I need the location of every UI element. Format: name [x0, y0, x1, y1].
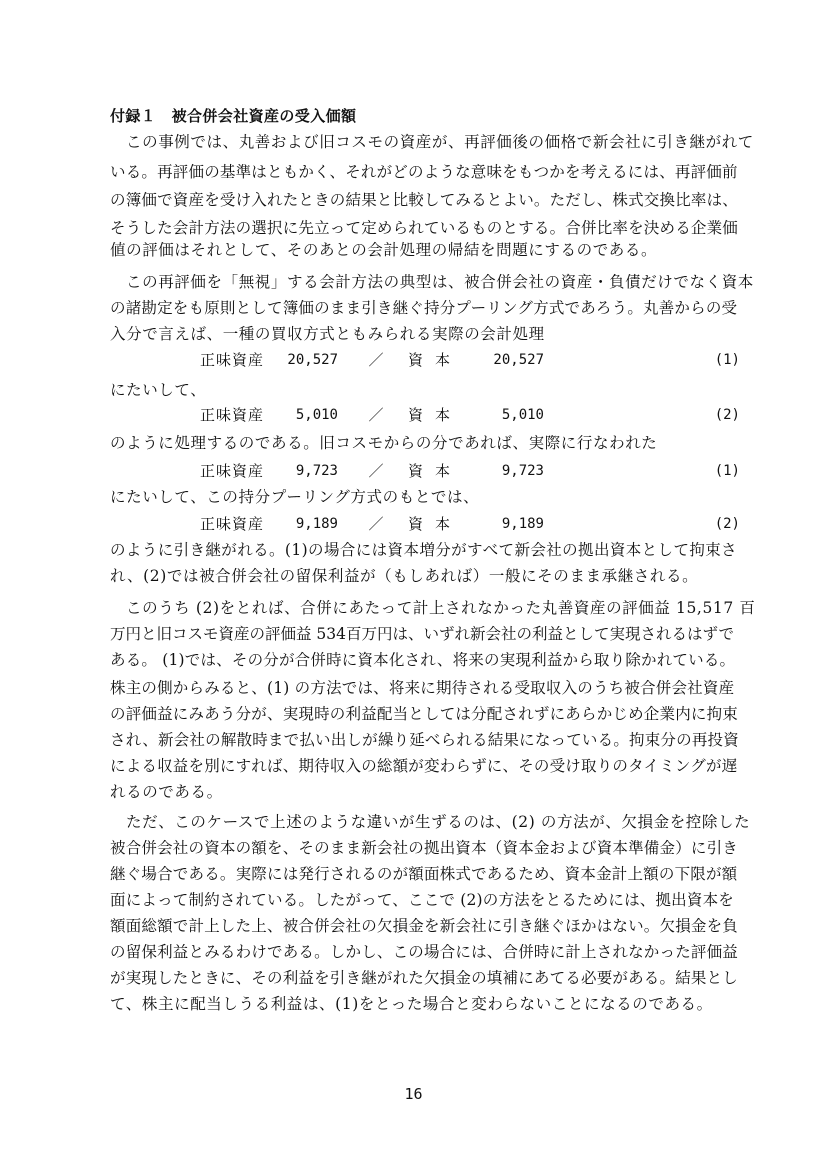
paragraph-2-line: の諸勘定をも原則として簿価のまま引き継ぐ持分プーリング方式であろう。丸善からの受: [110, 299, 738, 317]
entry-credit-amount: 20,527: [493, 352, 544, 368]
paragraph-1-line: この事例では、丸善および旧コスモの資産が、再評価後の価格で新会社に引き継がれて: [126, 133, 754, 151]
paragraph-4-line: され、新会社の解散時まで払い出しが繰り延べられる結果になっている。拘束分の再投資: [110, 731, 739, 749]
entry-credit-account: 資本: [408, 515, 463, 533]
entry-separator: ／: [368, 515, 384, 533]
paragraph-4-line: れるのである。: [110, 783, 223, 801]
entry-debit-amount: 9,189: [295, 516, 338, 532]
entry-debit-amount: 5,010: [295, 407, 338, 423]
entry-separator: ／: [368, 351, 384, 369]
entry-separator: ／: [368, 406, 384, 424]
paragraph-5-line: の留保利益とみるわけである。しかし、この場合には、合併時に計上されなかった評価益: [110, 943, 739, 961]
paragraph-4-line: 株主の側からみると、(1) の方法では、将来に期待される受取収入のうち被合併会社資産: [110, 679, 735, 697]
paragraph-4-line: ある。 (1)では、その分が合併時に資本化され、将来の実現利益から取り除かれている。: [110, 651, 736, 669]
paragraph-1-line: いる。再評価の基準はともかく、それがどのような意味をもつかを考えるには、再評価前: [110, 163, 738, 181]
entry-number: (2): [714, 516, 740, 532]
paragraph-4-line: の評価益にみあう分が、実現時の利益配当としては分配されずにあらかじめ企業内に拘束: [110, 705, 739, 723]
page-number: 16: [404, 1085, 423, 1103]
paragraph-5-line: ただ、このケースで上述のような違いが生ずるのは、(2) の方法が、欠損金を控除した: [126, 813, 751, 831]
entry-credit-amount: 5,010: [501, 407, 544, 423]
paragraph-4-line: による収益を別にすれば、期待収入の総額が変わらずに、その受け取りのタイミングが遅: [110, 757, 738, 775]
entry-credit-account: 資本: [408, 462, 463, 480]
entry-separator: ／: [368, 462, 384, 480]
connector-text: にたいして、この持分プーリング方式のもとでは、: [110, 488, 480, 506]
entry-credit-account: 資本: [408, 406, 463, 424]
paragraph-1-line: そうした会計方法の選択に先立って定められているものとする。合併比率を決める企業価: [110, 219, 739, 237]
appendix-heading: 付録１ 被合併会社資産の受入価額: [110, 107, 357, 125]
entry-credit-amount: 9,189: [501, 516, 544, 532]
connector-text: にたいして、: [110, 381, 207, 399]
entry-debit-account: 正味資産: [200, 515, 265, 533]
entry-debit-account: 正味資産: [200, 351, 265, 369]
entry-number: (1): [714, 352, 740, 368]
paragraph-5-line: 額面総額で計上した上、被合併会社の欠損金を新会社に引き継ぐほかはない。欠損金を負: [110, 917, 739, 935]
paragraph-5-line: 継ぐ場合である。実際には発行されるのが額面株式であるため、資本金計上額の下限が額: [110, 865, 738, 883]
paragraph-2-line: 入分で言えば、一種の買収方式ともみられる実際の会計処理: [110, 325, 545, 343]
paragraph-1-line: の簿価で資産を受け入れたときの結果と比較してみるとよい。ただし、株式交換比率は、: [110, 191, 739, 209]
paragraph-5-line: 被合併会社の資本の額を、そのまま新会社の拠出資本（資本金および資本準備金）に引き: [110, 839, 739, 857]
paragraph-3-line: のように引き継がれる。(1)の場合には資本増分がすべて新会社の拠出資本として拘束さ: [110, 541, 738, 559]
entry-credit-account: 資本: [408, 351, 463, 369]
entry-debit-amount: 20,527: [287, 352, 338, 368]
entry-debit-account: 正味資産: [200, 406, 265, 424]
entry-credit-amount: 9,723: [501, 463, 544, 479]
entry-debit-amount: 9,723: [295, 463, 338, 479]
paragraph-4-line: このうち (2)をとれば、合併にあたって計上されなかった丸善資産の評価益 15,517 百: [126, 599, 756, 617]
paragraph-5-line: 面によって制約されている。したがって、ここで (2)の方法をとるためには、拠出資本を: [110, 891, 734, 909]
paragraph-1-line: 値の評価はそれとして、そのあとの会計処理の帰結を問題にするのである。: [110, 241, 658, 259]
entry-number: (1): [714, 463, 740, 479]
paragraph-5-line: て、株主に配当しうる利益は、(1)をとった場合と変わらないことになるのである。: [110, 995, 713, 1013]
connector-text: のように処理するのである。旧コスモからの分であれば、実際に行なわれた: [110, 434, 658, 452]
paragraph-4-line: 万円と旧コスモ資産の評価益 534百万円は、いずれ新会社の利益として実現されるはずで: [110, 625, 734, 643]
entry-debit-account: 正味資産: [200, 462, 265, 480]
paragraph-3-line: れ、(2)では被合併会社の留保利益が（もしあれば）一般にそのまま承継される。: [110, 567, 699, 585]
paragraph-5-line: が実現したときに、その利益を引き継がれた欠損金の填補にあてる必要がある。結果とし: [110, 969, 739, 987]
paragraph-2-line: この再評価を「無視」する会計方法の典型は、被合併会社の資産・負債だけでなく資本: [126, 273, 754, 291]
entry-number: (2): [714, 407, 740, 423]
